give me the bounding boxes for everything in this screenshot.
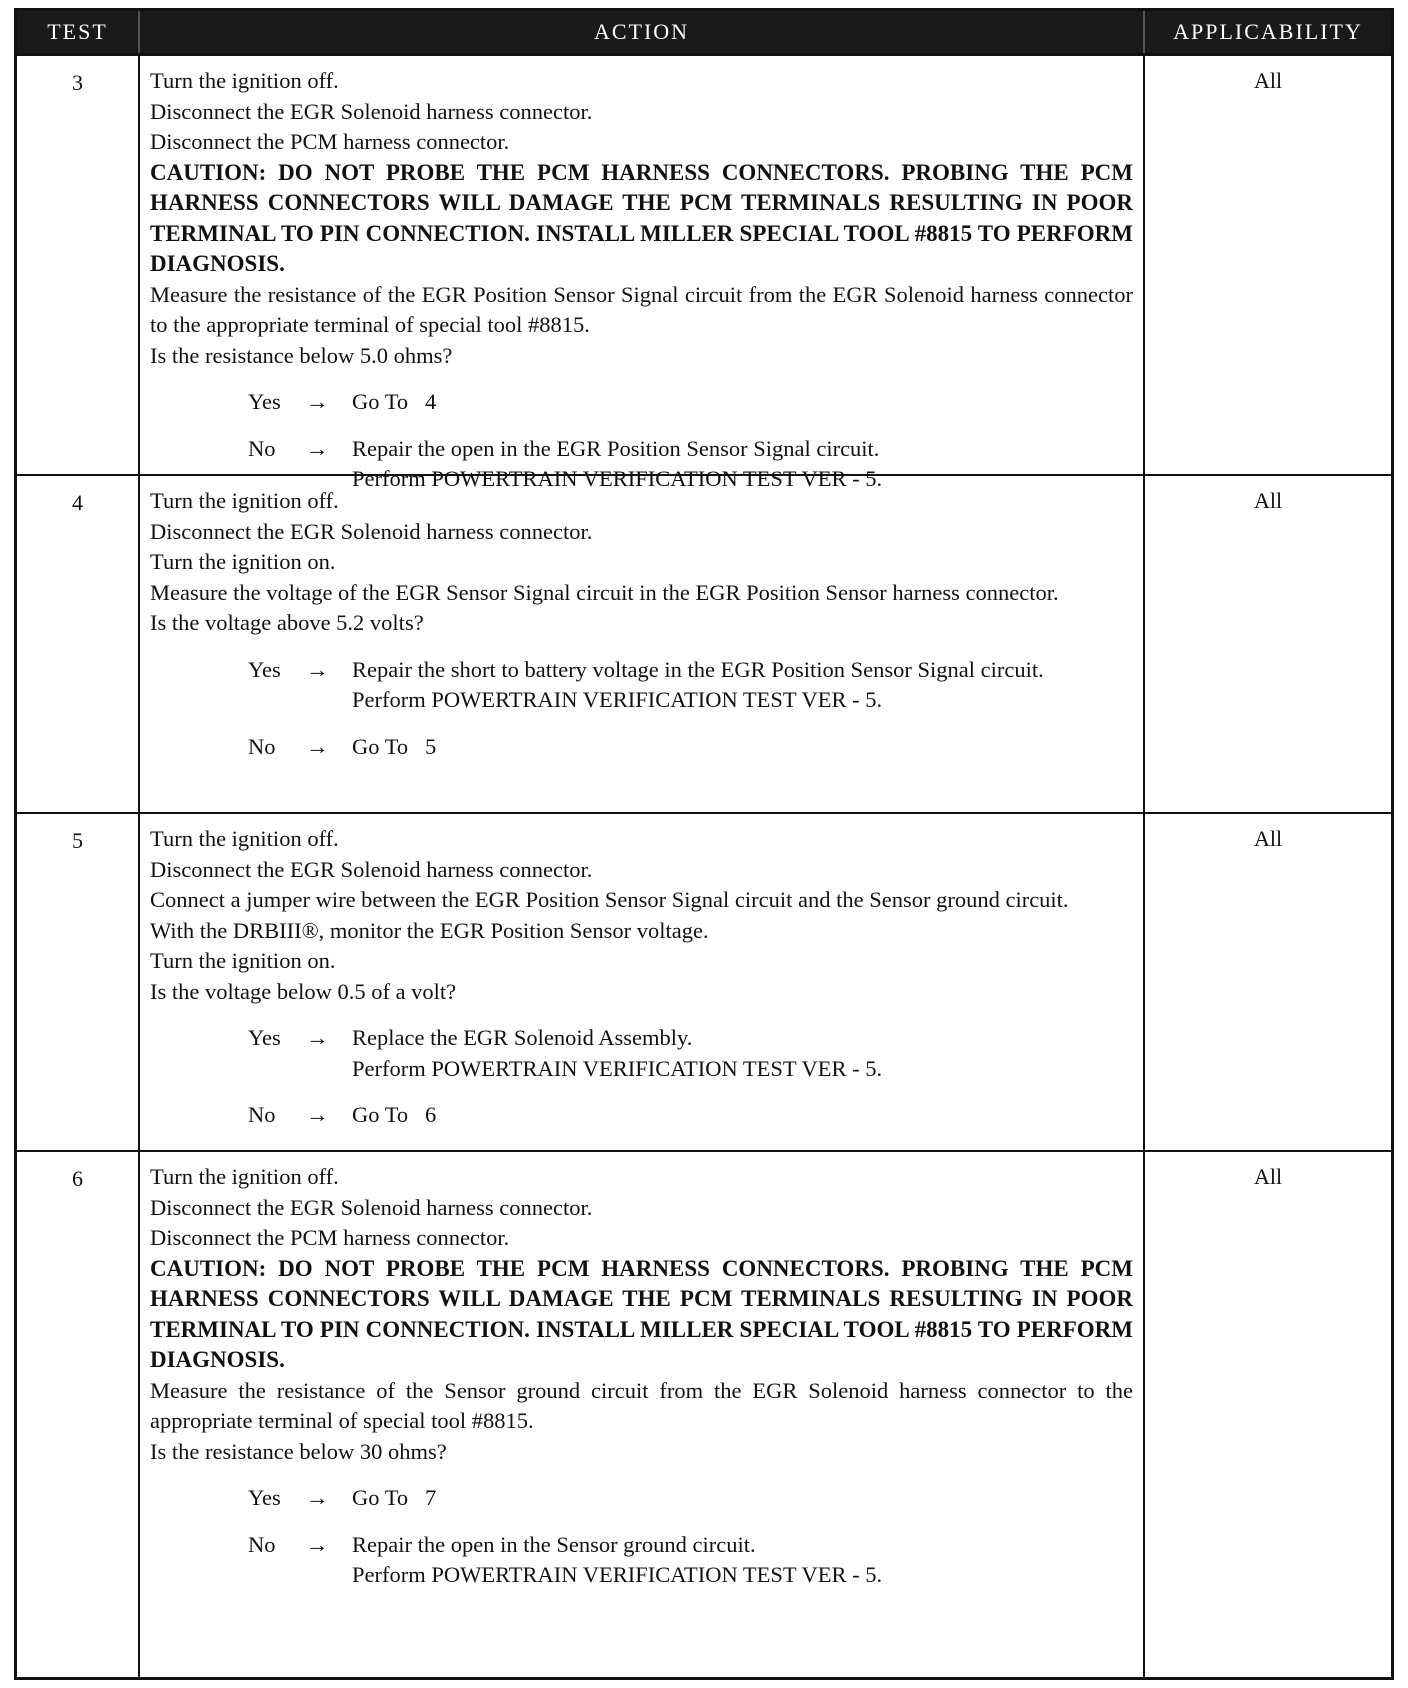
table-row xyxy=(17,56,1391,491)
yes-line: Perform POWERTRAIN VERIFICATION TEST VER - 5. xyxy=(352,687,883,712)
step-text: Turn the ignition off. xyxy=(150,1164,339,1189)
yes-result xyxy=(352,655,1133,716)
step-text: Disconnect the EGR Solenoid harness connector. xyxy=(150,518,593,544)
step-text: Disconnect the PCM harness connector. xyxy=(150,1225,510,1250)
test-number: 3 xyxy=(72,70,83,95)
question-text: Is the voltage below 0.5 of a volt? xyxy=(150,978,457,1004)
test-number: 6 xyxy=(72,1166,83,1191)
diagnostic-table xyxy=(14,8,1394,1680)
arrow-icon: → xyxy=(306,1102,329,1127)
no-line: Go To 5 xyxy=(352,733,437,759)
applicability-cell: All xyxy=(1253,826,1283,851)
no-line: Go To 6 xyxy=(352,1102,437,1127)
caution-text: CAUTION: DO NOT PROBE THE PCM HARNESS CONNECTORS. PROBING THE PCM HARNESS CONNECTORS WILL DAMAGE THE PCM TERMINALS RESULTING IN POOR TERMINAL TO PIN CONNECTION. INSTALL MILLER SPECIAL TOOL #8815 TO PERFORM DIAGNOSIS. xyxy=(150,1255,1133,1372)
yes-result xyxy=(352,387,1133,418)
arrow-icon: → xyxy=(306,656,329,682)
arrow-icon: → xyxy=(306,1025,329,1050)
step-text: Turn the ignition on. xyxy=(150,549,336,574)
measure-text: Connect a jumper wire between the EGR Position Sensor Signal circuit and the Sensor ground circuit. xyxy=(150,887,1069,912)
action-cell xyxy=(138,56,1145,491)
step-text: Turn the ignition off. xyxy=(150,68,339,93)
table-header xyxy=(17,11,1391,56)
no-label: No xyxy=(248,1531,276,1557)
no-line: Repair the open in the EGR Position Sensor Signal circuit. xyxy=(352,435,880,461)
measure-text: Measure the resistance of the Sensor ground circuit from the EGR Solenoid harness connector to the appropriate terminal of special tool #8815. xyxy=(150,1377,1133,1433)
arrow-icon: → xyxy=(306,1485,329,1510)
measure-text: Measure the voltage of the EGR Sensor Signal circuit in the EGR Position Sensor harness connector. xyxy=(150,579,1059,605)
yes-label: Yes xyxy=(248,656,281,682)
step-text: Disconnect the EGR Solenoid harness connector. xyxy=(150,1194,593,1220)
table-row xyxy=(17,1152,1391,1677)
step-text: Disconnect the PCM harness connector. xyxy=(150,129,510,154)
no-line: Perform POWERTRAIN VERIFICATION TEST VER - 5. xyxy=(352,1562,883,1587)
yes-answer xyxy=(248,655,1133,716)
yes-result xyxy=(352,1483,1133,1514)
table-row xyxy=(17,814,1391,1152)
yes-line: Perform POWERTRAIN VERIFICATION TEST VER - 5. xyxy=(352,1055,883,1081)
no-line: Perform POWERTRAIN VERIFICATION TEST VER - 5. xyxy=(352,466,883,491)
question-text: Is the resistance below 30 ohms? xyxy=(150,1438,447,1464)
no-label: No xyxy=(248,1102,276,1127)
no-line: Repair the open in the Sensor ground circuit. xyxy=(352,1531,756,1557)
no-result xyxy=(352,732,1133,763)
header-applicability: APPLICABILITY xyxy=(1173,19,1363,44)
table-row xyxy=(17,476,1391,814)
test-number: 5 xyxy=(72,828,83,853)
question-text: Is the voltage above 5.2 volts? xyxy=(150,610,424,635)
no-result xyxy=(352,1530,1133,1591)
yes-line: Go To 7 xyxy=(352,1485,437,1510)
step-text: Turn the ignition off. xyxy=(150,488,339,513)
yes-result xyxy=(352,1023,1133,1084)
question-text: Is the resistance below 5.0 ohms? xyxy=(150,342,453,368)
no-answer xyxy=(248,1530,1133,1591)
no-answer xyxy=(248,732,1133,763)
yes-label: Yes xyxy=(248,389,281,414)
yes-answer xyxy=(248,387,1133,418)
yes-answer xyxy=(248,1483,1133,1514)
caution-text: CAUTION: DO NOT PROBE THE PCM HARNESS CONNECTORS. PROBING THE PCM HARNESS CONNECTORS WILL DAMAGE THE PCM TERMINALS RESULTING IN POOR TERMINAL TO PIN CONNECTION. INSTALL MILLER SPECIAL TOOL #8815 TO PERFORM DIAGNOSIS. xyxy=(150,159,1133,276)
header-test: TEST xyxy=(47,19,108,44)
step-text: Turn the ignition on. xyxy=(150,948,336,973)
action-cell xyxy=(138,1152,1145,1677)
yes-line: Replace the EGR Solenoid Assembly. xyxy=(352,1025,693,1050)
arrow-icon: → xyxy=(306,1531,329,1557)
no-label: No xyxy=(248,435,276,461)
test-number: 4 xyxy=(72,490,83,515)
applicability-cell: All xyxy=(1253,1164,1283,1189)
step-text: With the DRBIII®, monitor the EGR Position Sensor voltage. xyxy=(150,917,709,943)
applicability-cell: All xyxy=(1253,488,1283,513)
applicability-cell: All xyxy=(1253,68,1283,93)
step-text: Turn the ignition off. xyxy=(150,826,339,851)
yes-label: Yes xyxy=(248,1025,281,1050)
arrow-icon: → xyxy=(306,435,329,461)
arrow-icon: → xyxy=(306,733,329,759)
yes-line: Repair the short to battery voltage in the EGR Position Sensor Signal circuit. xyxy=(352,656,1044,682)
action-cell xyxy=(138,814,1145,1150)
action-cell xyxy=(138,476,1145,812)
yes-line: Go To 4 xyxy=(352,389,437,414)
step-text: Disconnect the EGR Solenoid harness connector. xyxy=(150,856,593,882)
no-result xyxy=(352,1100,1133,1131)
measure-text: Measure the resistance of the EGR Position Sensor Signal circuit from the EGR Solenoid harness connector to the appropriate terminal of special tool #8815. xyxy=(150,281,1133,337)
no-answer xyxy=(248,1100,1133,1131)
yes-answer xyxy=(248,1023,1133,1084)
step-text: Disconnect the EGR Solenoid harness connector. xyxy=(150,98,593,124)
yes-label: Yes xyxy=(248,1485,281,1510)
header-action: ACTION xyxy=(138,11,1145,53)
no-label: No xyxy=(248,733,276,759)
arrow-icon: → xyxy=(306,389,329,414)
